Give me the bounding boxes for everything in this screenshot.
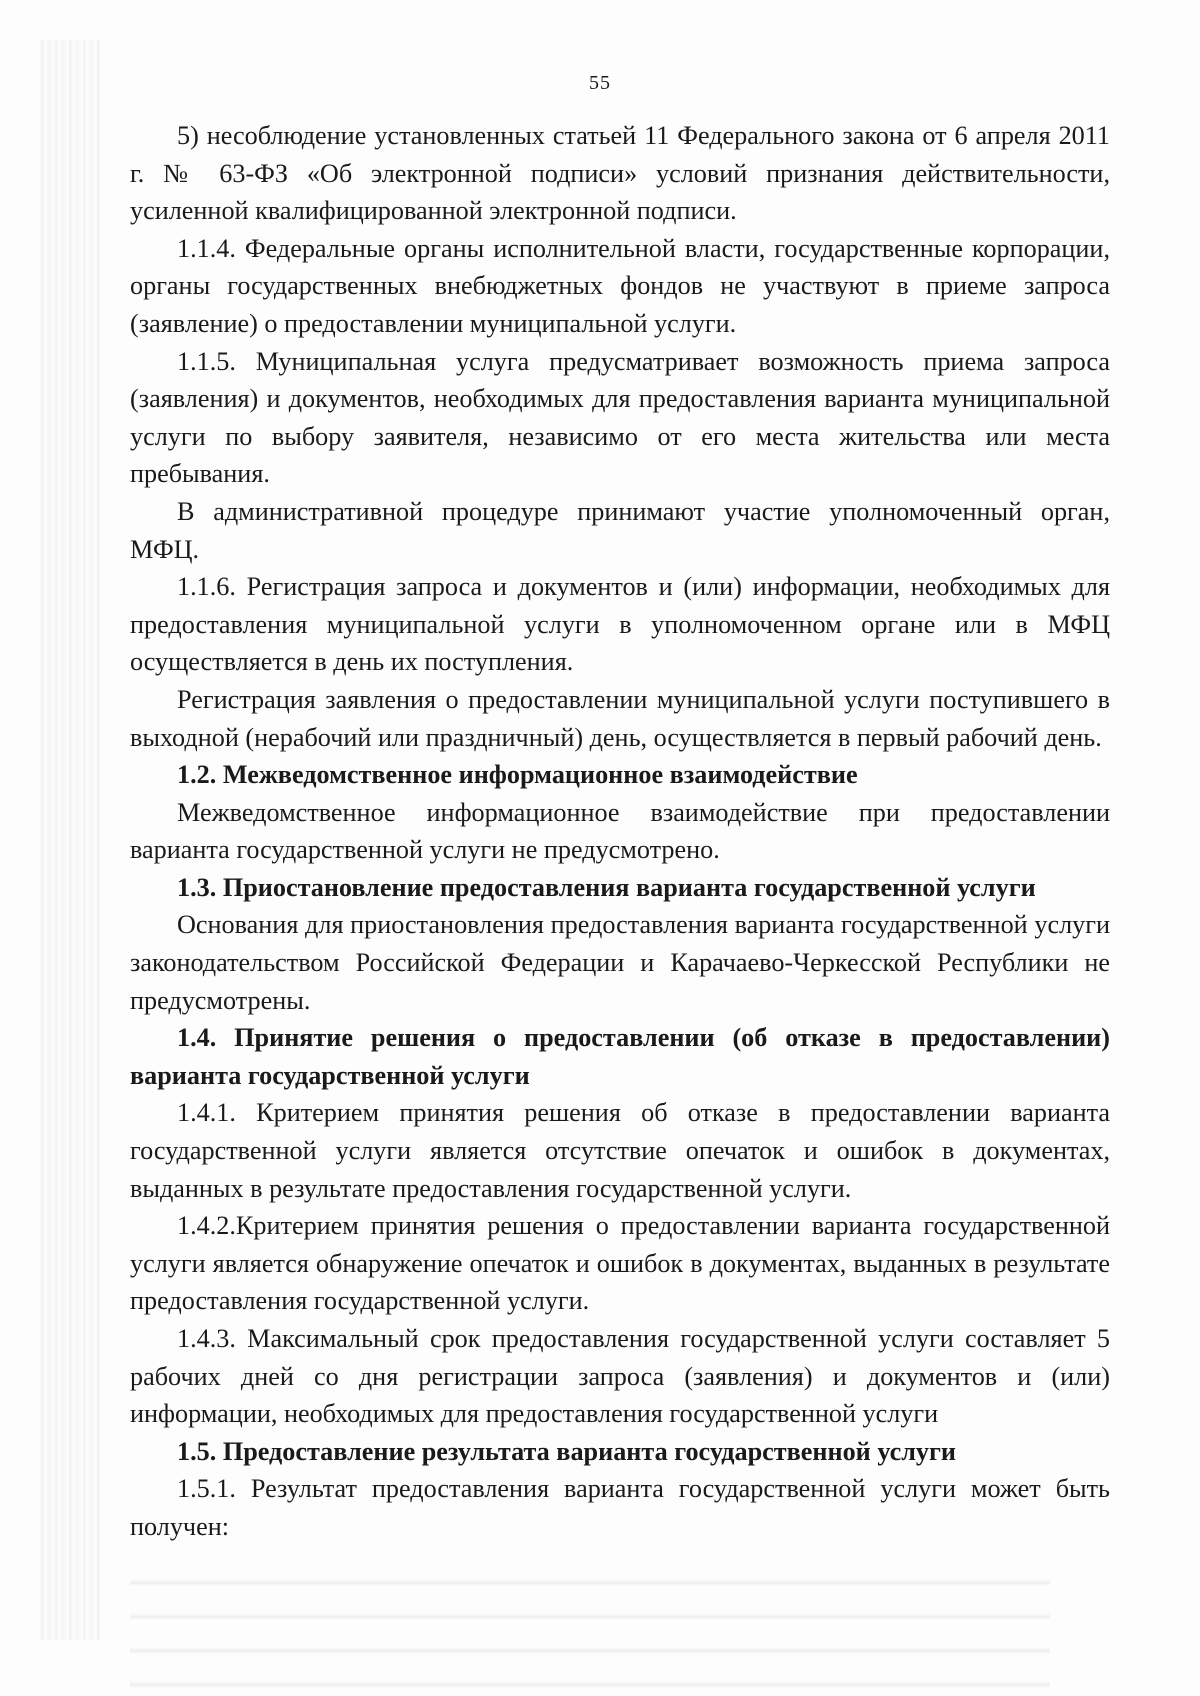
paragraph-registration-holiday: Регистрация заявления о предоставлении муниципальной услуги поступившего в выходной (нерабочий или праздничный) день, осуществляется в первый рабочий день. bbox=[130, 684, 1110, 752]
section-heading-1-5: 1.5. Предоставление результата варианта государственной услуги bbox=[177, 1436, 956, 1466]
paragraph-1-4-2: 1.4.2.Критерием принятия решения о предоставлении варианта государственной услуги является обнаружение опечаток и ошибок в документах, выданных в результате предоставления государственной услуги. bbox=[130, 1211, 1110, 1316]
section-heading-1-4: 1.4. Принятие решения о предоставлении (об отказе в предоставлении) варианта государственной услуги bbox=[130, 1023, 1110, 1090]
page-number: 55 bbox=[589, 72, 611, 94]
scan-noise-bottom bbox=[130, 1578, 1050, 1688]
scan-noise-left bbox=[40, 40, 100, 1640]
paragraph-1-1-6: 1.1.6. Регистрация запроса и документов и (или) информации, необходимых для предоставления муниципальной услуги в уполномоченном органе или в МФЦ осуществляется в день их поступления. bbox=[130, 572, 1110, 677]
paragraph-item-5: 5) несоблюдение установленных статьей 11 Федерального закона от 6 апреля 2011 г. № 63-ФЗ «Об электронной подписи» условий признания действительности, усиленной квалифицированной электронной подписи. bbox=[130, 121, 1110, 226]
paragraph-suspension-grounds: Основания для приостановления предоставления варианта государственной услуги законодательством Российской Федерации и Карачаево-Черкесской Республики не предусмотрены. bbox=[130, 910, 1110, 1015]
paragraph-interagency: Межведомственное информационное взаимодействие при предоставлении варианта государственной услуги не предусмотрено. bbox=[130, 797, 1110, 865]
paragraph-1-4-1: 1.4.1. Критерием принятия решения об отказе в предоставлении варианта государственной услуги является отсутствие опечаток и ошибок в документах, выданных в результате предоставления государственной услуги. bbox=[130, 1098, 1110, 1203]
paragraph-1-4-3: 1.4.3. Максимальный срок предоставления государственной услуги составляет 5 рабочих дней со дня регистрации запроса (заявления) и документов и (или) информации, необходимых для предоставления государственной услуги bbox=[130, 1324, 1110, 1429]
section-heading-1-2: 1.2. Межведомственное информационное взаимодействие bbox=[177, 760, 858, 790]
paragraph-1-1-4: 1.1.4. Федеральные органы исполнительной власти, государственные корпорации, органы государственных внебюджетных фондов не участвуют в приеме запроса (заявление) о предоставлении муниципальной услуги. bbox=[130, 233, 1110, 338]
paragraph-1-1-5: 1.1.5. Муниципальная услуга предусматривает возможность приема запроса (заявления) и документов, необходимых для предоставления варианта муниципальной услуги по выбору заявителя, независимо от его места жительства или места пребывания. bbox=[130, 346, 1110, 489]
section-heading-1-3: 1.3. Приостановление предоставления варианта государственной услуги bbox=[177, 872, 1036, 902]
paragraph-1-5-1: 1.5.1. Результат предоставления варианта государственной услуги может быть получен: bbox=[130, 1474, 1110, 1541]
paragraph-admin-procedure: В административной процедуре принимают участие уполномоченный орган, МФЦ. bbox=[130, 496, 1110, 564]
document-body bbox=[130, 117, 1110, 1546]
